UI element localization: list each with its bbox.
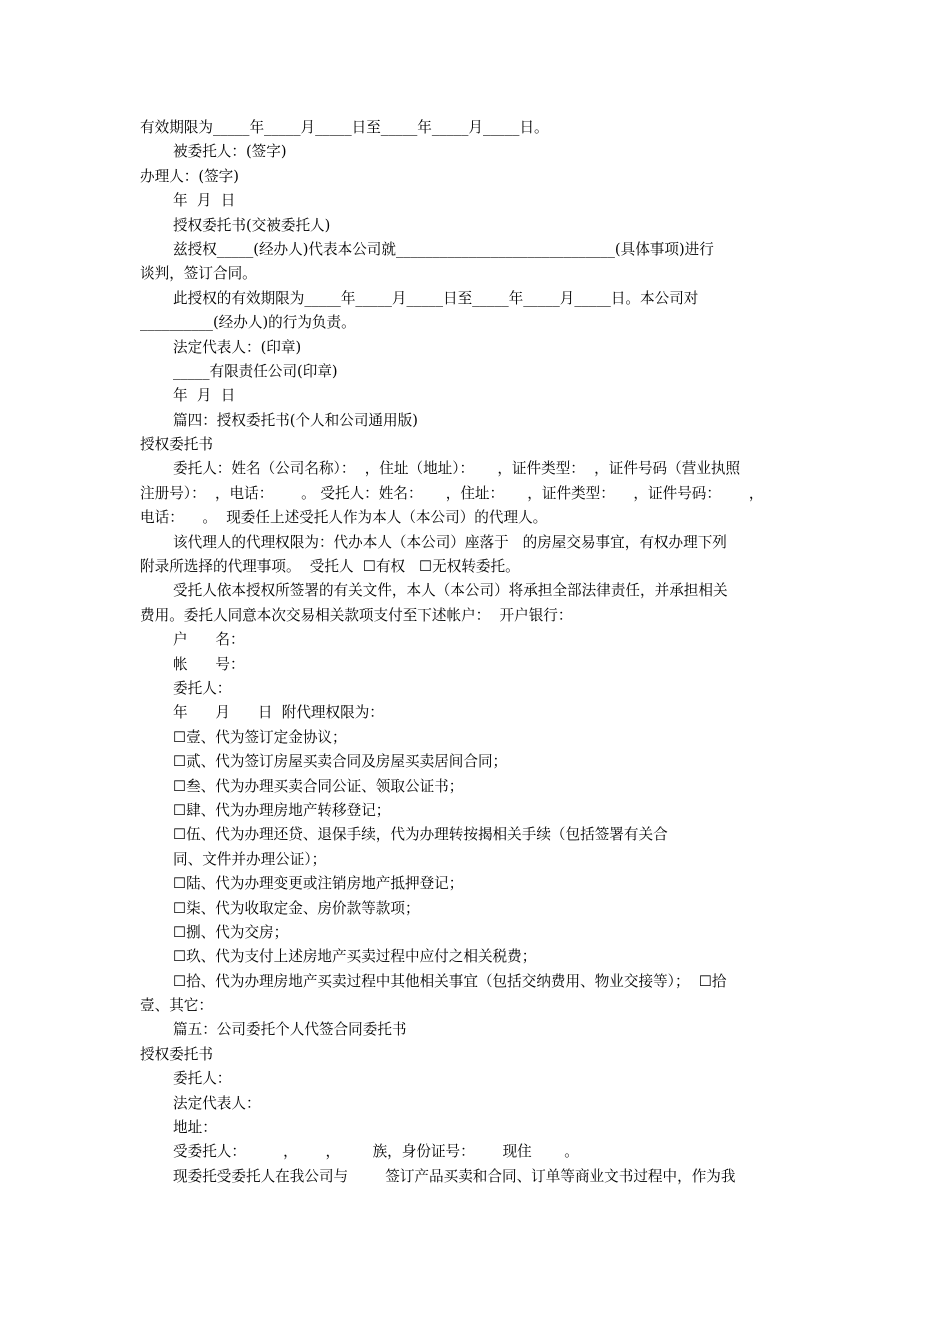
text-line: 受托人依本授权所签署的有关文件，本人（本公司）将承担全部法律责任，并承担相关 [173,582,728,600]
text-line: 壹、其它： [140,997,213,1015]
text-line: 授权委托书 [140,1045,213,1063]
text-line: 年 月 日 [173,387,236,405]
text-line: ☐柒、代为收取定金、房价款等款项； [173,899,420,917]
text-line: ☐捌、代为交房； [173,923,289,941]
text-line: 年 月 日 [173,192,236,210]
text-line: 委托人：姓名（公司名称）： ，住址（地址）： ，证件类型： ，证件号码（营业执照 [173,460,741,478]
text-line: 注册号）： ，电话： 。 受托人：姓名： ，住址： ，证件类型： ，证件号码： ， [140,484,764,502]
text-line: 现委托受委托人在我公司与 签订产品买卖和合同、订单等商业文书过程中，作为我 [173,1167,736,1185]
text-line: ☐伍、代为办理还贷、退保手续，代为办理转按揭相关手续（包括签署有关合 [173,826,668,844]
text-line: 授权委托书 [140,436,213,454]
text-line: ☐贰、代为签订房屋买卖合同及房屋买卖居间合同； [173,753,508,771]
text-line: 篇四：授权委托书(个人和公司通用版) [173,411,418,429]
text-line: ☐拾、代为办理房地产买卖过程中其他相关事宜（包括交纳费用、物业交接等）； ☐拾 [173,972,727,990]
text-line: 帐 号： [173,655,245,673]
text-line: 被委托人：(签字) [173,143,287,161]
text-line: 同、文件并办理公证）； [173,850,327,868]
document-page [140,116,812,1189]
text-line: _____有限责任公司(印章) [173,362,338,380]
text-line: 法定代表人： [173,1094,261,1112]
text-line: 此授权的有效期限为_____年_____月_____日至_____年_____月_____日。本公司对 [173,289,699,307]
text-line: 谈判，签订合同。 [140,265,257,283]
text-line: ☐壹、代为签订定金协议； [173,728,347,746]
text-line: ☐陆、代为办理变更或注销房地产抵押登记； [173,875,464,893]
text-line: ☐叁、代为办理买卖合同公证、领取公证书； [173,777,464,795]
text-line: 法定代表人：(印章) [173,338,302,356]
text-line: ☐肆、代为办理房地产转移登记； [173,801,391,819]
text-line: 有效期限为_____年_____月_____日至_____年_____月_____日。 [140,119,549,136]
text-line: 委托人： [173,1070,232,1088]
text-line: ☐玖、代为支付上述房地产买卖过程中应付之相关税费； [173,948,537,966]
text-line: 地址： [173,1119,217,1137]
text-line: 费用。委托人同意本次交易相关款项支付至下述帐户： 开户银行： [140,606,573,624]
text-line: 附录所选择的代理事项。 受托人 ☐有权 ☐无权转委托。 [140,558,520,576]
text-line: 年 月 日 附代理权限为： [173,704,384,722]
text-line: 兹授权_____(经办人)代表本公司就______________________________(具体事项)进行 [173,240,714,258]
text-line: 该代理人的代理权限为：代办本人（本公司）座落于 的房屋交易事宜，有权办理下列 [173,533,727,551]
text-line: 授权委托书(交被委托人) [173,216,331,234]
text-line: 电话： 。 现委任上述受托人作为本人（本公司）的代理人。 [140,509,548,527]
text-line: 受委托人： ， ， 族，身份证号： 现住 。 [173,1143,579,1161]
text-line: 委托人： [173,679,232,697]
text-line: 办理人：(签字) [140,167,239,185]
text-line: __________(经办人)的行为负责。 [140,314,356,332]
text-line: 户 名： [173,631,245,649]
text-line: 篇五：公司委托个人代签合同委托书 [173,1021,407,1039]
